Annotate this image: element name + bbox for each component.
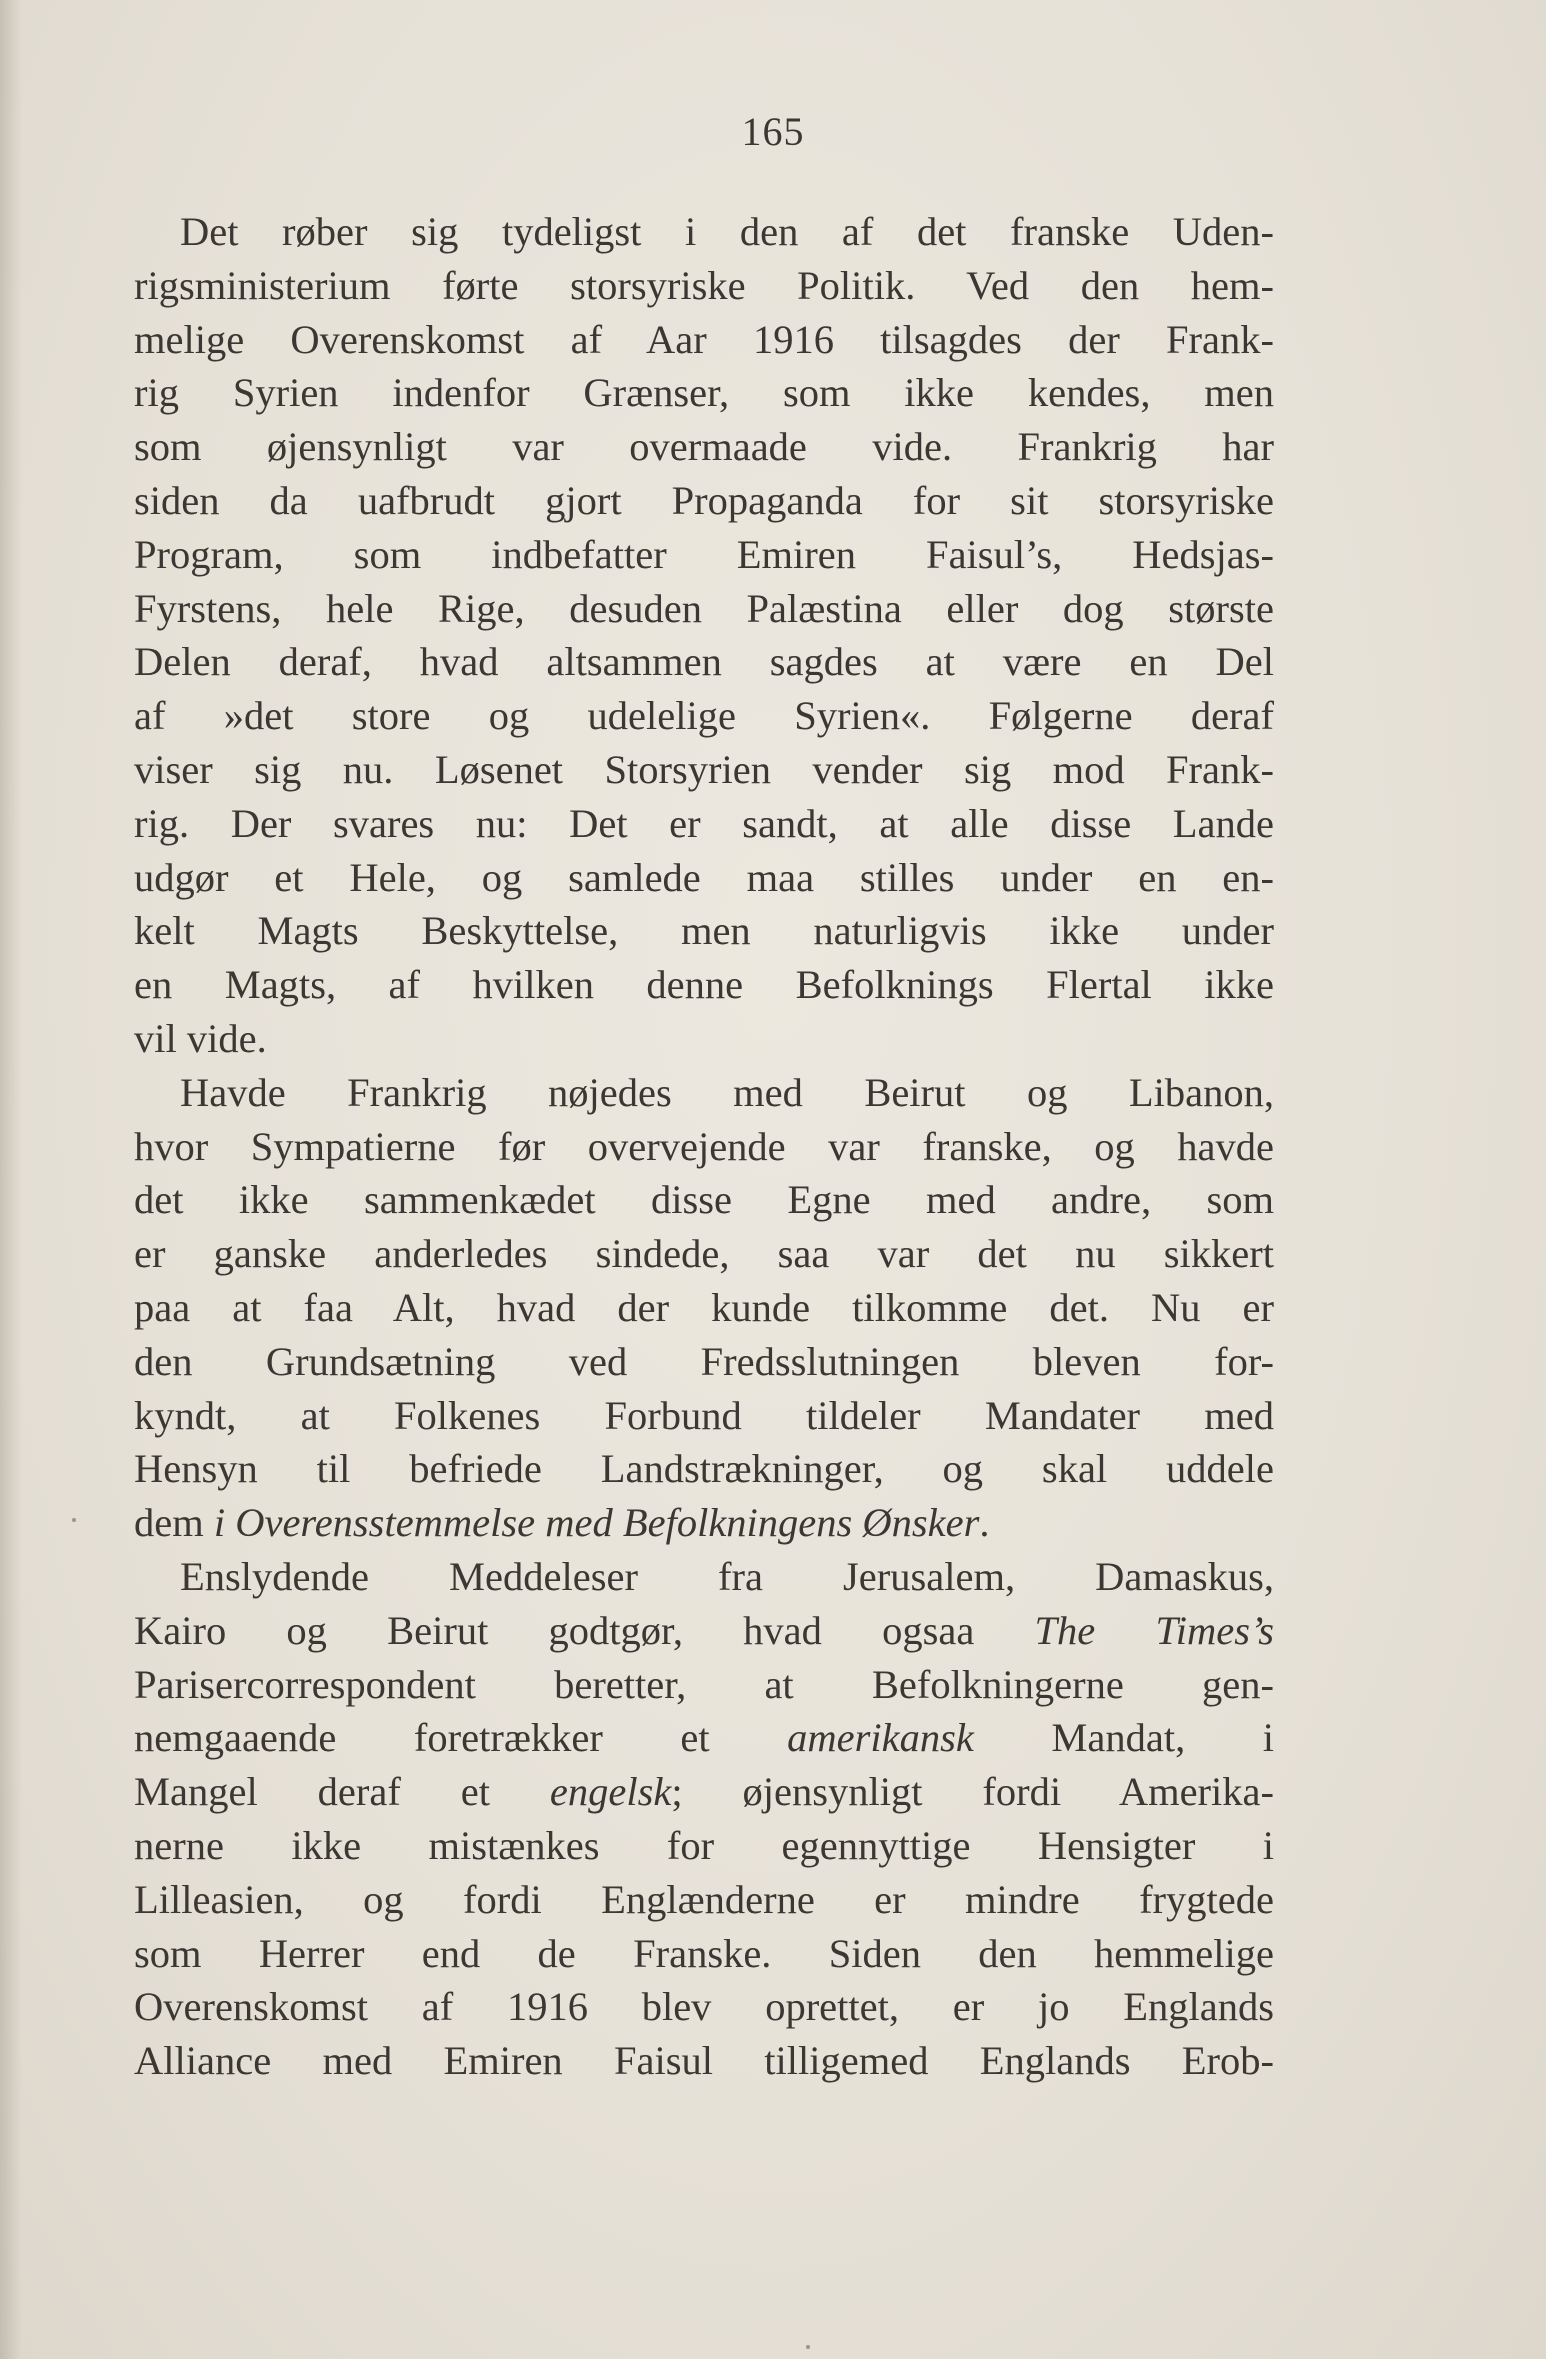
text-line: Program, som indbefatter Emiren Faisul’s, Hedsjas-	[134, 531, 1274, 577]
text-line	[134, 1496, 1274, 1550]
italic-phrase: The Times’s	[1034, 1607, 1274, 1653]
text-line: viser sig nu. Løsenet Storsyrien vender sig mod Frank-	[134, 746, 1274, 792]
text-line: den Grundsætning ved Fredsslutningen bleven for-	[134, 1338, 1274, 1384]
text-line: er ganske anderledes sindede, saa var det nu sikkert	[134, 1231, 1274, 1277]
text-line: paa at faa Alt, hvad der kunde tilkomme det. Nu er	[134, 1284, 1274, 1330]
text-line: hvor Sympatierne før overvejende var franske, og havde	[134, 1123, 1274, 1169]
text-line: rig. Der svares nu: Det er sandt, at alle disse Lande	[134, 800, 1274, 846]
text-line: af »det store og udelelige Syrien«. Følgerne deraf	[134, 693, 1274, 739]
text-line: rig Syrien indenfor Grænser, som ikke kendes, men	[134, 370, 1274, 416]
spine-shadow	[0, 0, 22, 2359]
text-line: udgør et Hele, og samlede maa stilles under en en-	[134, 854, 1274, 900]
text-line: Havde Frankrig nøjedes med Beirut og Libanon,	[180, 1069, 1274, 1115]
text-line: Lilleasien, og fordi Englænderne er mindre frygtede	[134, 1876, 1274, 1922]
page-number: 165	[741, 109, 805, 154]
text-line: melige Overenskomst af Aar 1916 tilsagdes der Frank-	[134, 316, 1274, 362]
body-text	[134, 205, 1274, 2088]
text-line: vil vide.	[134, 1015, 267, 1061]
text-line: siden da uafbrudt gjort Propaganda for sit storsyriske	[134, 477, 1274, 523]
italic-phrase: amerikansk	[787, 1715, 974, 1761]
text-line	[134, 1765, 1274, 1819]
paper-speck	[806, 2345, 810, 2349]
text-line: Enslydende Meddeleser fra Jerusalem, Damaskus,	[180, 1553, 1274, 1599]
text-line	[134, 1711, 1274, 1765]
text-line: rigsministerium førte storsyriske Politik. Ved den hem-	[134, 262, 1274, 308]
paper-speck	[72, 1518, 76, 1522]
text-line: Delen deraf, hvad altsammen sagdes at være en Del	[134, 639, 1274, 685]
italic-phrase: engelsk	[549, 1769, 672, 1815]
text-line: Parisercorrespondent beretter, at Befolkningerne gen-	[134, 1661, 1274, 1707]
text-fragment: ; øjensynligt fordi Amerika-	[671, 1769, 1274, 1815]
text-line: Det røber sig tydeligst i den af det franske Uden-	[180, 209, 1274, 254]
text-line: nerne ikke mistænkes for egennyttige Hensigter i	[134, 1822, 1274, 1868]
text-line: Fyrstens, hele Rige, desuden Palæstina eller dog største	[134, 585, 1274, 631]
text-line: kelt Magts Beskyttelse, men naturligvis ikke under	[134, 908, 1274, 954]
text-line: kyndt, at Folkenes Forbund tildeler Mandater med	[134, 1392, 1274, 1438]
text-fragment: dem	[134, 1500, 214, 1546]
text-line: som øjensynligt var overmaade vide. Frankrig har	[134, 424, 1274, 470]
text-fragment: Mangel deraf et	[134, 1769, 550, 1815]
text-fragment: .	[979, 1500, 990, 1546]
text-line: Hensyn til befriede Landstrækninger, og skal uddele	[134, 1446, 1274, 1492]
text-fragment: Kairo og Beirut godtgør, hvad ogsaa	[134, 1607, 1035, 1653]
text-line: Overenskomst af 1916 blev oprettet, er jo Englands	[134, 1984, 1274, 2030]
text-fragment: Mandat, i	[973, 1715, 1275, 1761]
text-line: som Herrer end de Franske. Siden den hemmelige	[134, 1930, 1274, 1976]
text-line	[134, 1604, 1274, 1658]
text-fragment: nemgaaende foretrækker et	[134, 1715, 788, 1761]
text-line: det ikke sammenkædet disse Egne med andre, som	[134, 1177, 1274, 1223]
text-line: Alliance med Emiren Faisul tilligemed Englands Erob-	[134, 2038, 1274, 2084]
italic-phrase: i Overensstemmelse med Befolkningens Ønsker	[213, 1500, 980, 1546]
text-line: en Magts, af hvilken denne Befolknings Flertal ikke	[134, 962, 1274, 1008]
